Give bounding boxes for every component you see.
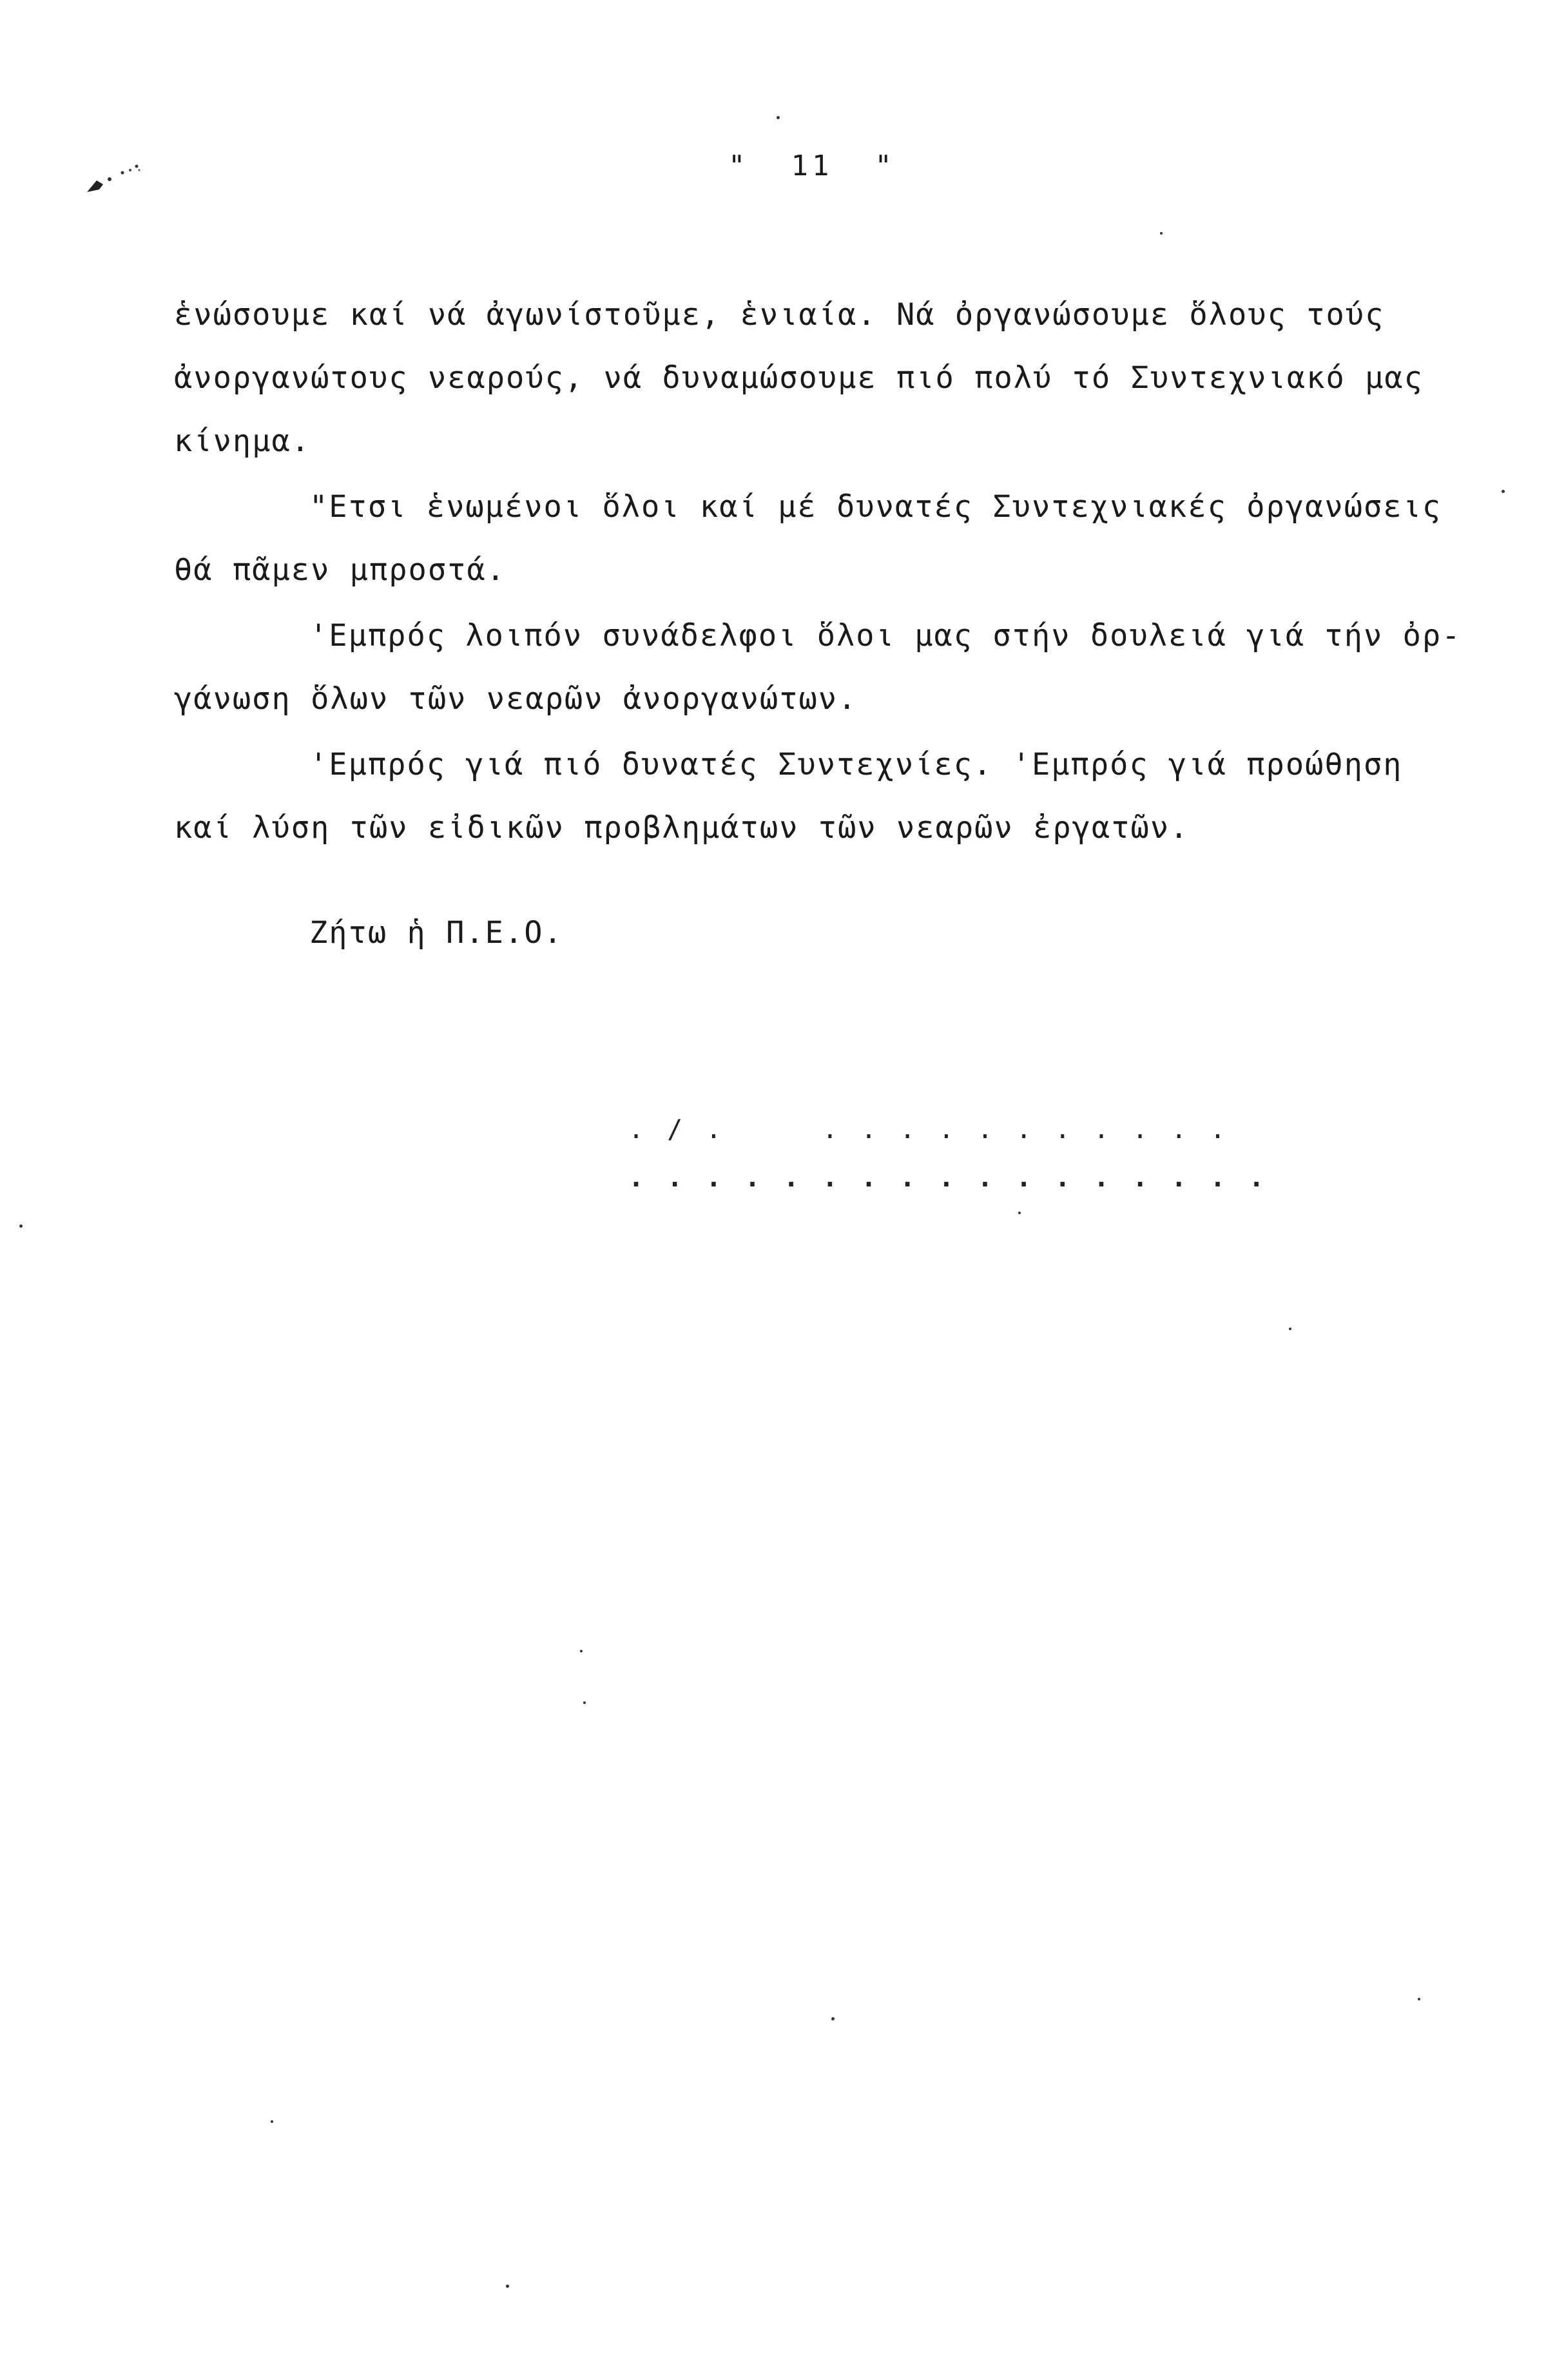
text-line: ἑνώσουμε καί νά ἀγωνίστοῦμε, ἑνιαία. Νά ὀργανώσουμε ὅλους τούς xyxy=(174,297,1385,333)
separator-dots: . / . . . . . . . . . . . . xyxy=(628,1115,1230,1145)
page-number: " 11 " xyxy=(728,150,896,182)
paragraph xyxy=(174,476,1502,602)
scan-speck xyxy=(1502,490,1505,493)
text-line: γάνωση ὅλων τῶν νεαρῶν ἀνοργανώτων. xyxy=(174,681,858,717)
scan-speck xyxy=(1160,232,1163,235)
scan-speck xyxy=(1289,1328,1291,1330)
text-line: κίνημα. xyxy=(174,423,311,459)
text-line: ἀνοργανώτους νεαρούς, νά δυναμώσουμε πιό πολύ τό Συντεχνιακό μας xyxy=(174,360,1424,396)
scan-speck xyxy=(580,1650,583,1652)
text-line: 'Εμπρός γιά πιό δυνατές Συντεχνίες. 'Εμπρός γιά προώθηση xyxy=(309,747,1403,782)
paragraph xyxy=(174,605,1502,731)
scan-speck xyxy=(1018,1212,1021,1214)
scan-speck xyxy=(19,1224,23,1228)
closing-salute: Ζήτω ἡ Π.Ε.Ο. xyxy=(309,915,563,951)
letter-body xyxy=(174,284,1502,860)
scan-speck xyxy=(1418,1998,1420,2000)
text-line: "Ετσι ἑνωμένοι ὅλοι καί μέ δυνατές Συντεχνιακές ὀργανώσεις xyxy=(309,489,1442,525)
scan-speck xyxy=(506,2285,509,2288)
text-line: θά πᾶμεν μπροστά. xyxy=(174,552,507,588)
paragraph xyxy=(174,284,1502,473)
text-line: καί λύση τῶν εἰδικῶν προβλημάτων τῶν νεαρῶν ἐργατῶν. xyxy=(174,810,1190,846)
paragraph xyxy=(174,733,1502,860)
separator-dots: . . . . . . . . . . . . . . . . . xyxy=(628,1163,1268,1193)
text-line: 'Εμπρός λοιπόν συνάδελφοι ὅλοι μας στήν δουλειά γιά τήν ὀρ- xyxy=(309,618,1462,653)
scan-speck xyxy=(271,2120,273,2123)
ink-smudge-mark xyxy=(84,161,213,200)
scan-speck xyxy=(777,116,780,119)
scan-speck xyxy=(831,2017,835,2020)
scan-speck xyxy=(583,1701,586,1704)
